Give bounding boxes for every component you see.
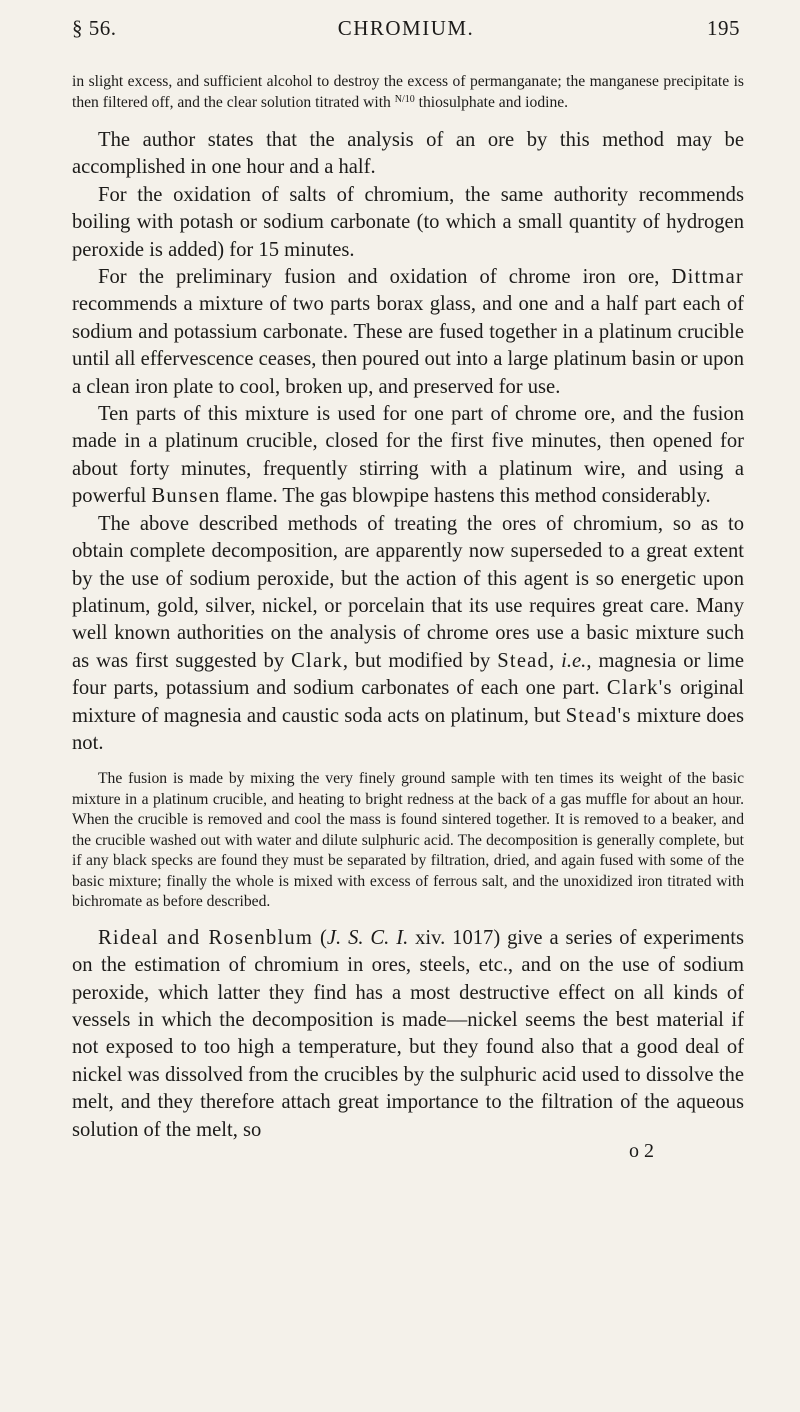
paragraph-ten-parts: Ten parts of this mixture is used for one part of chrome ore, and the fusion made in a platinum crucible, closed for the first five minutes, then opened for about forty minutes, frequently stirring with a platinum wire, and using a powerful Bunsen flame. The gas blowpipe hastens this method considerably. xyxy=(72,403,744,508)
paragraph-rideal-rosenblum: Rideal and Rosenblum (J. S. C. I. xiv. 1017) give a series of experiments on the estimation of chromium in ores, steels, etc., and on the use of sodium peroxide, which latter they find has a most destructive effect on all kinds of vessels in which the decomposition is made—nickel seems the best material if not exposed to too high a temperature, but they found also that a good deal of nickel was dissolved from the crucibles by the sulphuric acid used to dissolve the melt, and they therefore attach great importance to the filtration of the aqueous solution of the melt, so xyxy=(72,926,745,1141)
paragraph-author-states: The author states that the analysis of an ore by this method may be accomplished in one hour and a half. xyxy=(72,129,744,179)
section-number: § 56. xyxy=(72,16,117,40)
journal-ref: J. S. C. I. xyxy=(326,926,409,949)
name-clark: Clark xyxy=(291,649,343,672)
page-number: 195 xyxy=(707,16,740,40)
page-body xyxy=(72,72,744,1163)
paragraph-permanganate: in slight excess, and sufficient alcohol to destroy the excess of permanganate; the manganese precipitate is then filtered off, and the clear solution titrated with $^{N/10}$ thiosulphate and iodine. xyxy=(72,73,744,111)
name-rideal-rosenblum: Rideal and Rosenblum xyxy=(98,926,314,949)
name-dittmar: Dittmar xyxy=(671,266,744,289)
paragraph-sodium-peroxide: The above described methods of treating the ores of chromium, so as to obtain complete decomposition, are apparently now superseded to a great extent by the use of sodium peroxide, but the action of this agent is so energetic upon platinum, gold, silver, nickel, or porcelain that its use requires great care. Many well known authorities on the analysis of chrome ores use a basic mixture such as was first suggested by Clark, but modified by Stead, i.e., magnesia or lime four parts, potassium and sodium carbonates of each one part. Clark's original mixture of magnesia and caustic soda acts on platinum, but Stead's mixture does not. xyxy=(72,512,745,754)
chapter-title: CHROMIUM. xyxy=(337,16,475,40)
signature-mark: o 2 xyxy=(629,1140,654,1163)
name-stead: Stead xyxy=(497,649,550,672)
paragraph-fusion-procedure: The fusion is made by mixing the very finely ground sample with ten times its weight of the basic mixture in a platinum crucible, and heating to bright redness at the back of a gas muffle for about an hour. When the crucible is removed and cool the mass is found sintered together. It is removed to a beaker, and the crucible washed out with water and dilute sulphuric acid. The decomposition is generally complete, but if any black specks are found they must be separated by filtration, dried, and again fused with some of the basic mixture; finally the whole is mixed with excess of ferrous salt, and the unoxidized iron titrated with bichromate as before described. xyxy=(72,770,744,911)
name-clarks: Clark's xyxy=(606,677,673,700)
paragraph-oxidation-salts: For the oxidation of salts of chromium, the same authority recommends boiling with potash or sodium carbonate (to which a small quantity of hydrogen peroxide is added) for 15 minutes. xyxy=(72,183,744,261)
paragraph-dittmar: For the preliminary fusion and oxidation of chrome iron ore, Dittmar recommends a mixture of two parts borax glass, and one and a half part each of sodium and potassium carbonate. These are fused together in a platinum crucible until all effervescence ceases, then poured out into a large platinum basin or upon a clean iron plate to cool, broken up, and preserved for use. xyxy=(72,266,744,398)
fraction-n-10: N/10 xyxy=(394,93,415,105)
name-bunsen: Bunsen xyxy=(151,485,221,508)
running-header xyxy=(72,16,740,50)
name-steads: Stead's xyxy=(565,704,632,727)
